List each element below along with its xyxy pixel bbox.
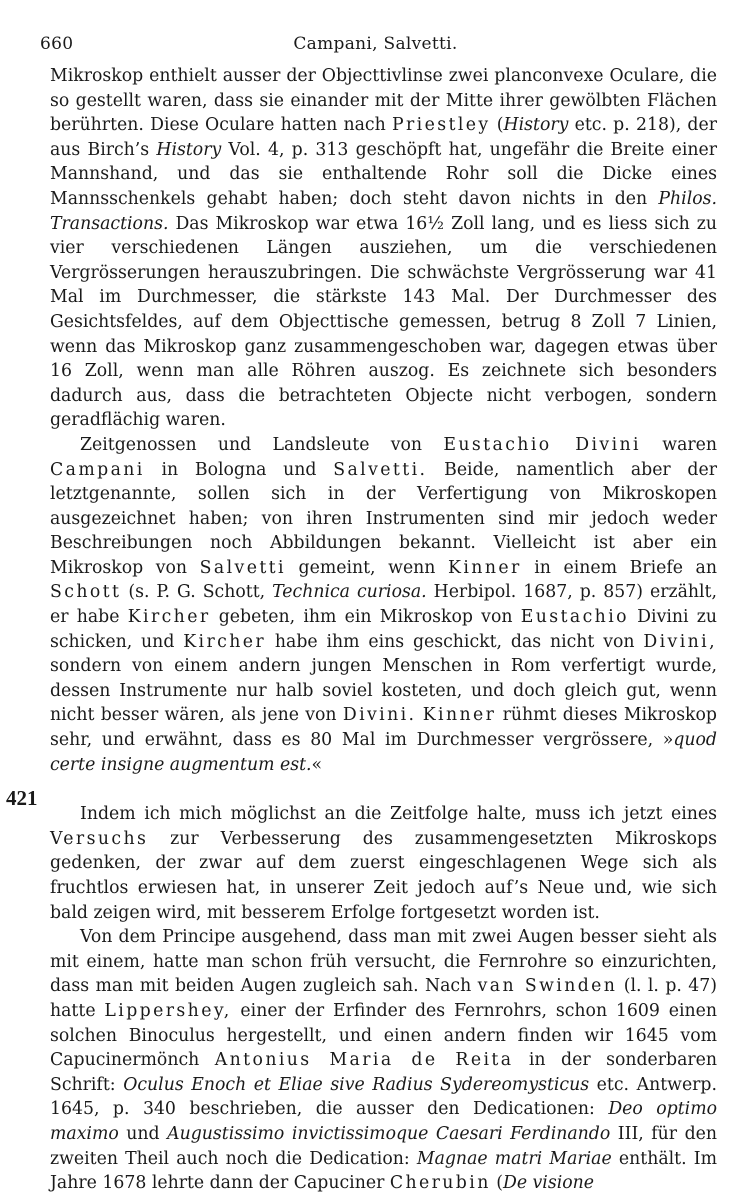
running-title: Campani, Salvetti. (293, 34, 458, 54)
italic-text: History (503, 115, 569, 136)
text-run: rühmt dieses Mikroskop sehr, und erwähnt, dass es 80 Mal im Durchmesser vergrössere, » (50, 705, 717, 751)
page-number: 660 (40, 34, 74, 54)
spaced-name: van Swinden (477, 976, 618, 997)
text-run: Divini zu schicken, und (50, 607, 717, 652)
spaced-name: Eustachio Divini (443, 434, 641, 455)
spaced-name: Lippershey, (104, 1000, 232, 1021)
text-run: etc. Antwerp. 1645, p. 340 beschrieben, die ausser den Dedicationen: (50, 1074, 717, 1120)
text-run: waren (640, 434, 717, 455)
text-run: und (118, 1123, 168, 1144)
paragraph (50, 802, 717, 925)
spaced-name: Divini. (342, 705, 417, 726)
text-run: habe ihm eins geschickt, das nicht von (266, 631, 644, 652)
section-number: 421 (6, 786, 38, 810)
text-run: Von dem Principe ausgehend, dass man mit zwei Augen besser sieht als mit einem, hatte man schon früh versucht, die Fernrohre so einzurichten, dass man mit beiden Augen zugleich sah. Nach (50, 927, 717, 997)
body-text (50, 64, 717, 1196)
italic-text: Magnae matri Mariae (416, 1148, 612, 1169)
text-run: etc. p. 218), der aus Birch’s (50, 115, 717, 160)
spaced-name: Campani (50, 459, 145, 480)
text-run: ( (490, 115, 504, 136)
text-run: zur Verbesserung des zusammengesetzten Mikroskops gedenken, der zwar auf dem zuerst eingeschlagenen Wege sich als fruchtlos erwiesen hat, in unserer Zeit jedoch auf’s Neue und, wie sich bald zeigen wird, mit besserem Erfolge fortgesetzt worden ist. (50, 828, 717, 923)
spaced-name: Divini, (643, 631, 717, 652)
paragraph (50, 925, 717, 1196)
text-run: Herbipol. 1687, p. 857) erzählt, er habe (50, 582, 717, 628)
spaced-name: Salvetti (199, 557, 286, 578)
text-run: (l. l. p. 47) hatte (50, 976, 718, 1021)
spaced-name: Antonius Maria de Reita (214, 1050, 514, 1071)
text-run: ( (490, 1173, 503, 1194)
text-run: (s. P. G. Schott, (121, 582, 273, 603)
text-run: « (311, 754, 323, 775)
spaced-name: Cherubin (389, 1173, 491, 1194)
italic-text: Philos. Transactions. (50, 188, 717, 234)
text-run: in Bologna und (144, 459, 334, 480)
italic-text: quod certe insigne augmentum est. (50, 730, 717, 775)
spaced-name: Kircher (183, 631, 267, 652)
paragraph (50, 433, 717, 777)
spaced-name: Versuchs (50, 828, 149, 849)
spaced-name: Salvetti. (333, 459, 428, 480)
text-run: enthält. Im Jahre 1678 lehrte dann der Capuciner (50, 1148, 717, 1194)
spaced-name: Kinner (422, 705, 497, 726)
italic-text: De visione (502, 1173, 594, 1194)
spaced-name: Eustachio (520, 607, 629, 628)
running-header (40, 34, 711, 58)
text-run: III, für den zweiten Theil auch noch die Dedication: (50, 1123, 717, 1169)
text-run: gemeint, wenn (285, 557, 449, 578)
text-run: in der sonderbaren Schrift: (50, 1050, 718, 1095)
text-run: Beide, namentlich aber der letztgenannte, sollen sich in der Verfertigung von Mikroskopen ausgezeichnet haben; von ihren Instrumenten sind mir jedoch weder Beschreibungen noch Abbildungen bekannt. Vielleicht ist aber ein Mikroskop von (50, 459, 717, 578)
spaced-name: Schott (50, 582, 122, 603)
italic-text: Deo optimo maximo (50, 1099, 717, 1144)
text-run: sondern von einem andern jungen Menschen in Rom verfertigt wurde, dessen Instrumente nur halb soviel kosteten, und doch gleich gut, wenn nicht besser wären, als jene von (50, 656, 717, 726)
text-run: Das Mikroskop war etwa 16½ Zoll lang, und es liess sich zu vier verschiedenen Längen ausziehen, um die verschiedenen Vergrösserungen herauszubringen. Die schwächste Vergrösserung war 41 Mal im Durchmesser, die stärkste 143 Mal. Der Durchmesser des Gesichtsfeldes, auf dem Objecttische gemessen, betrug 8 Zoll 7 Linien, wenn das Mikroskop ganz zusammengeschoben war, dagegen etwas über 16 Zoll, wenn man alle Röhren auszog. Es zeichnete sich besonders dadurch aus, dass die betrachteten Objecte nicht verbogen, sondern geradflächig waren. (50, 213, 717, 431)
text-run: gebeten, ihm ein Mikroskop von (210, 607, 521, 628)
paragraph (50, 64, 717, 433)
spaced-name: Priestley (391, 115, 491, 136)
text-run: einer der Erfinder des Fernrohrs, schon 1609 einen solchen Binoculus hergestellt, und einen andern finden wir 1645 vom Capucinermönch (50, 1000, 717, 1071)
italic-text: Technica curiosa. (272, 582, 427, 603)
italic-text: Oculus Enoch et Eliae sive Radius Sydereomysticus (123, 1074, 590, 1095)
text-run: Zeitgenossen und Landsleute von (80, 434, 444, 455)
text-run: Vol. 4, p. 313 geschöpft hat, ungefähr die Breite einer Mannshand, und das sie enthaltende Rohr soll die Dicke eines Mannsschenkels gehabt haben; doch steht davon nichts in den (50, 139, 717, 209)
text-run: in einem Briefe an (521, 557, 717, 578)
text-run: Mikroskop enthielt ausser der Objecttivlinse zwei planconvexe Oculare, die so gestellt waren, dass sie einander mit der Mitte ihrer gewölbten Flächen berührten. Diese Oculare hatten nach (50, 66, 717, 136)
italic-text: Augustissimo invictissimoque Caesari Ferdinando (167, 1123, 611, 1144)
spaced-name: Kircher (127, 607, 211, 628)
spaced-name: Kinner (448, 557, 522, 578)
text-run: Indem ich mich möglichst an die Zeitfolge halte, muss ich jetzt eines (80, 804, 717, 825)
italic-text: History (156, 139, 222, 160)
